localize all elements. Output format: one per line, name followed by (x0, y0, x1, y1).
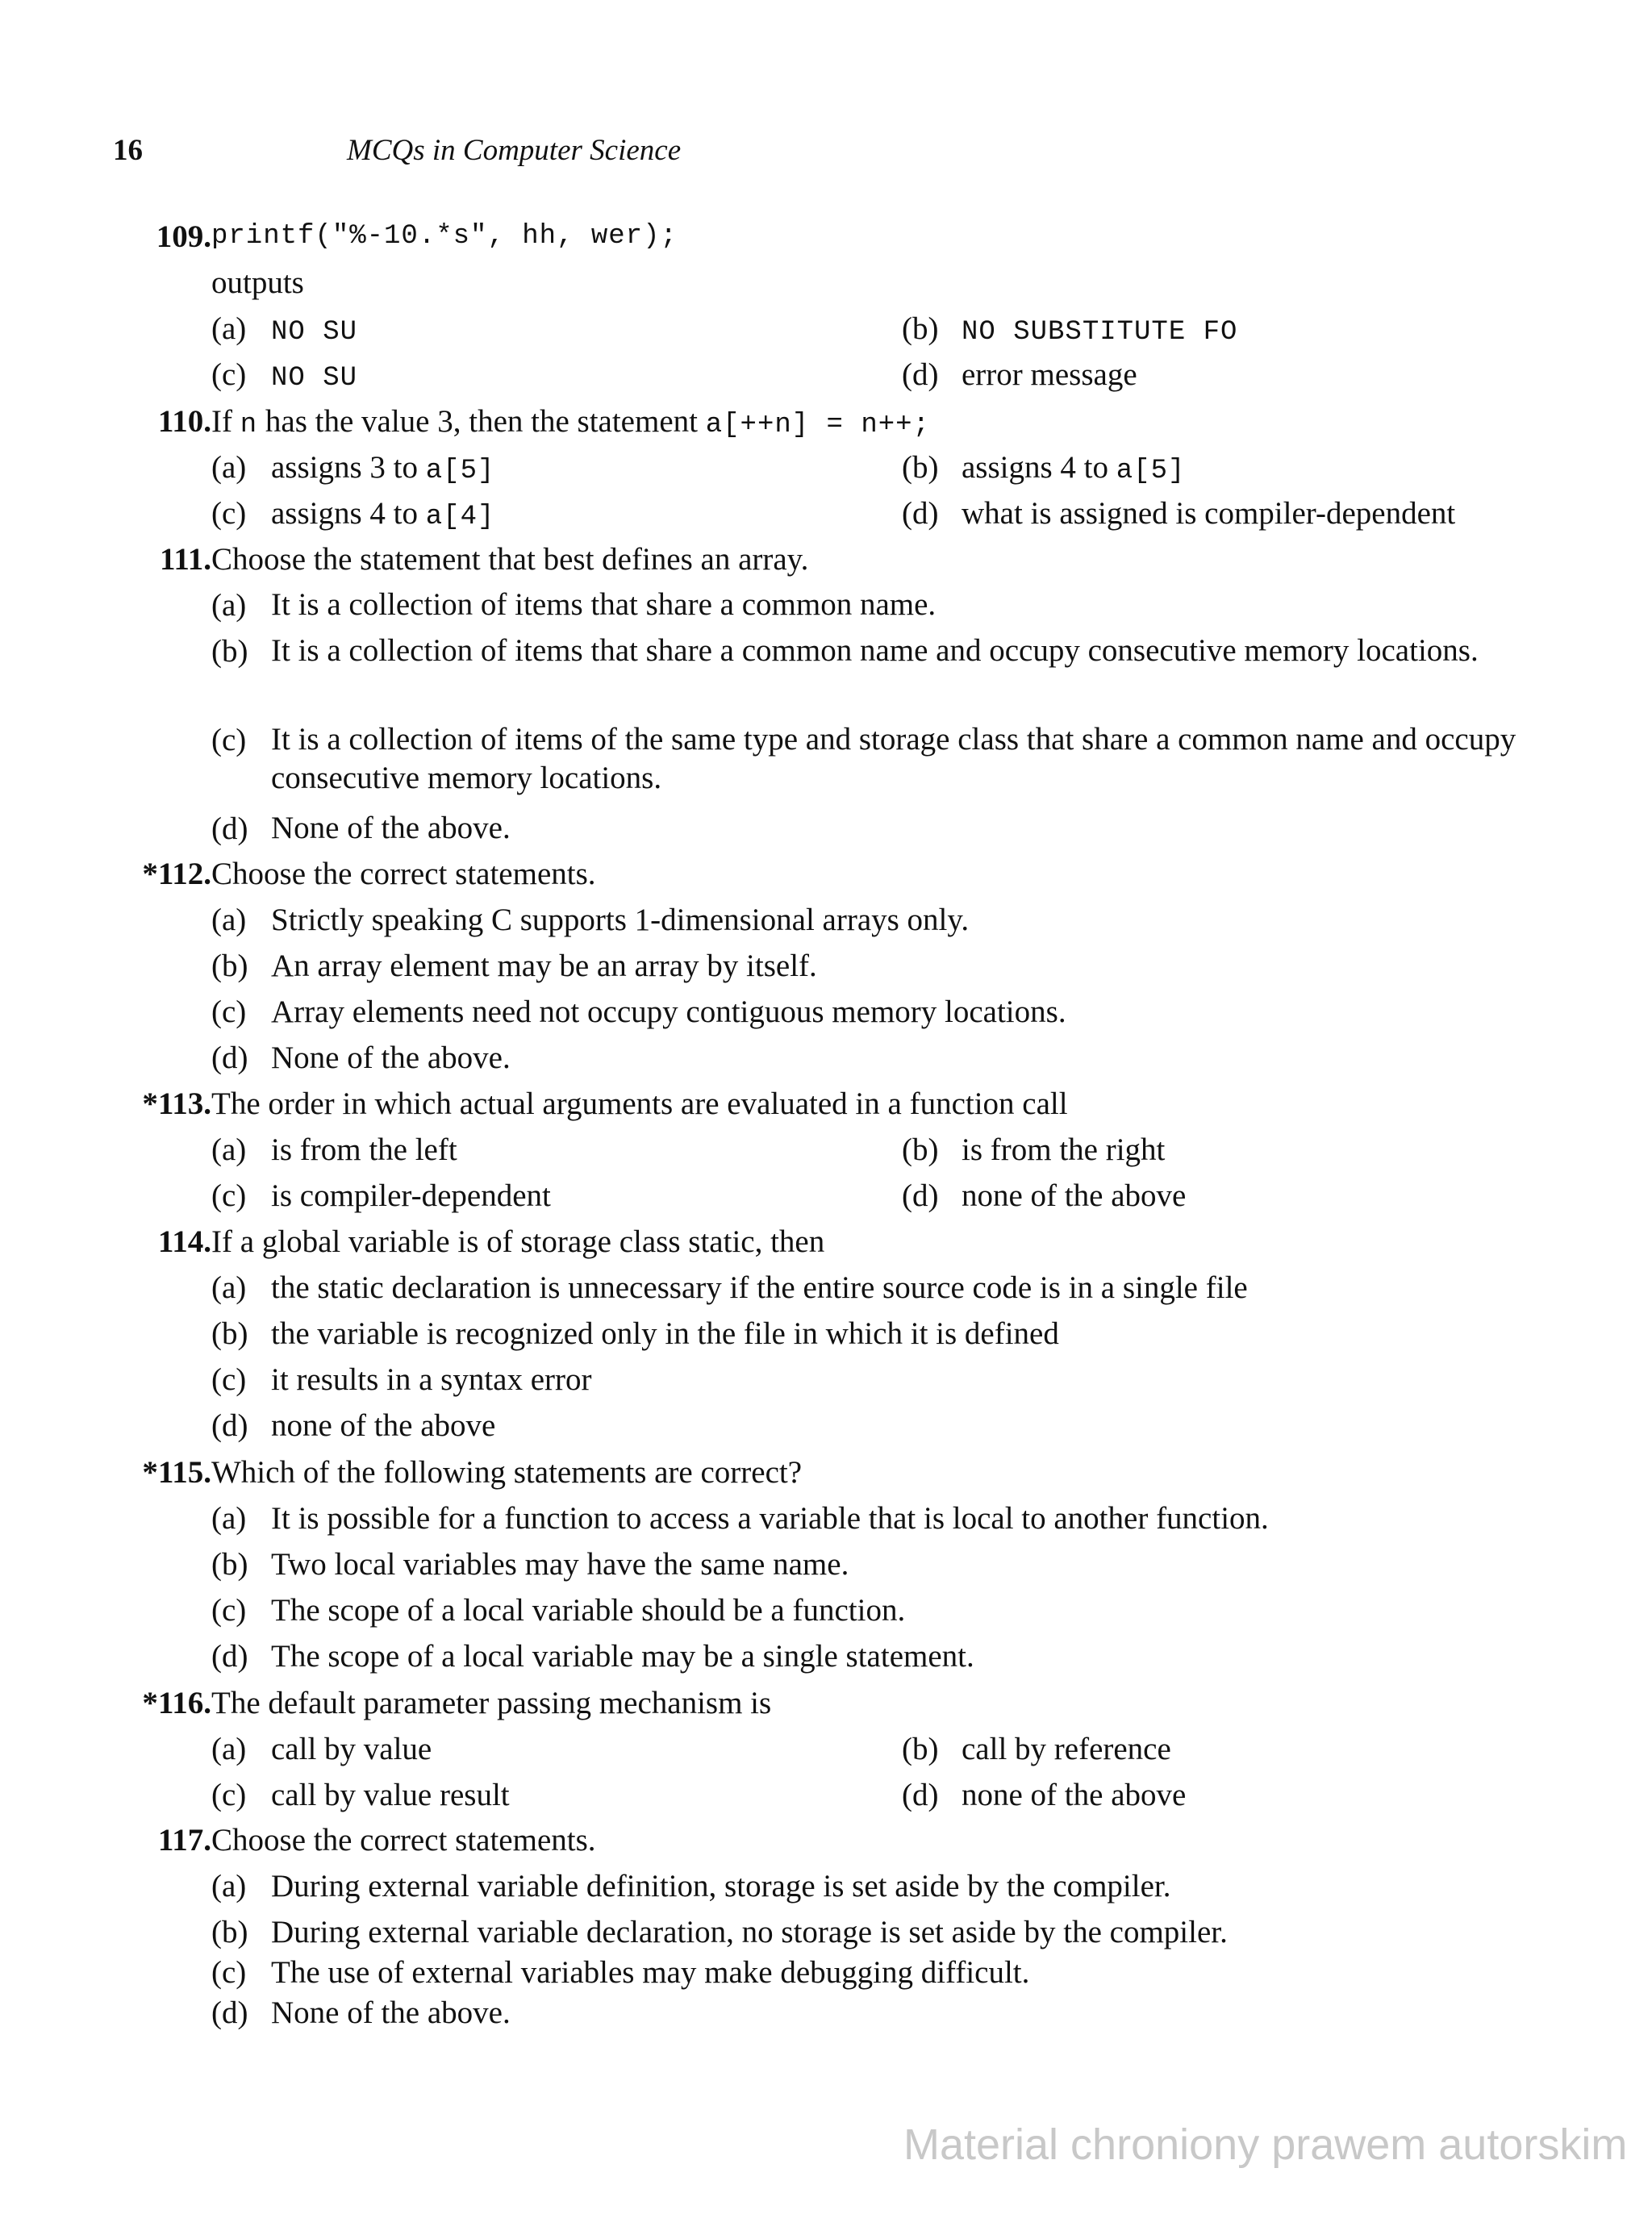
question-number: 117. (157, 1823, 211, 1858)
copyright-watermark: Material chroniony prawem autorskim (903, 2120, 1628, 2169)
question-stem: If a global variable is of storage class static, then (211, 1224, 825, 1259)
question-number: 111. (160, 542, 211, 577)
option-d: (d) None of the above. (211, 1040, 511, 1075)
option-b: (b) call by reference (902, 1732, 1171, 1766)
option-a: (a) the static declaration is unnecessary if the entire source code is in a single file (211, 1270, 1248, 1305)
question-number: *116. (142, 1686, 211, 1720)
option-a: (a) During external variable definition, storage is set aside by the compiler. (211, 1869, 1171, 1904)
question-stem: The order in which actual arguments are evaluated in a function call (211, 1086, 1068, 1121)
option-a: (a) It is possible for a function to access a variable that is local to another function. (211, 1501, 1269, 1536)
question-stem: Choose the correct statements. (211, 857, 596, 891)
option-a: (a) assigns 3 to a[5] (211, 450, 495, 486)
option-c: (c) The scope of a local variable should be a function. (211, 1593, 906, 1628)
book-title: MCQs in Computer Science (347, 134, 682, 167)
question-stem: printf("%-10.*s", hh, wer); (211, 221, 678, 252)
question-stem: If n has the value 3, then the statement a[++n] = n++; (211, 404, 930, 440)
question-stem: Choose the correct statements. (211, 1823, 596, 1858)
option-b: (b) Two local variables may have the same name. (211, 1547, 849, 1582)
option-b: (b) is from the right (902, 1132, 1166, 1167)
option-b: (b) During external variable declaration, no storage is set aside by the compiler. (211, 1915, 1228, 1949)
option-c: (c) it results in a syntax error (211, 1362, 592, 1397)
option-a: (a) is from the left (211, 1132, 457, 1167)
option-d: (d) what is assigned is compiler-dependent (902, 496, 1456, 531)
option-d: (d) None of the above. (211, 811, 511, 846)
option-b: (b) NO SUBSTITUTE FO (902, 311, 1238, 348)
question-number: *113. (142, 1086, 211, 1121)
option-a: (a) It is a collection of items that share a common name. (211, 587, 937, 623)
question-number: *115. (142, 1455, 211, 1490)
option-a: (a) Strictly speaking C supports 1-dimensional arrays only. (211, 903, 970, 937)
option-c: (c) It is a collection of items of the same type and storage class that share a common name and occupy consecutive memory locations. (211, 722, 1516, 795)
question-stem: The default parameter passing mechanism is (211, 1686, 772, 1720)
option-d: (d) None of the above. (211, 1995, 511, 2030)
question-stem: Choose the statement that best defines an array. (211, 542, 809, 577)
option-c: (c) The use of external variables may make debugging difficult. (211, 1955, 1030, 1990)
question-number: 110. (157, 404, 211, 439)
question-stem-continued: outputs (211, 265, 304, 300)
option-c: (c) NO SU (211, 357, 358, 394)
option-d: (d) none of the above (902, 1178, 1187, 1213)
option-b: (b) the variable is recognized only in the file in which it is defined (211, 1316, 1059, 1351)
option-d: (d) The scope of a local variable may be a single statement. (211, 1639, 974, 1674)
page-header (113, 133, 682, 168)
page-number: 16 (113, 134, 143, 167)
option-b: (b) It is a collection of items that share a common name and occupy consecutive memory locations. (211, 633, 1479, 669)
option-a: (a) NO SU (211, 311, 358, 348)
option-d: (d) error message (902, 357, 1137, 392)
option-c: (c) is compiler-dependent (211, 1178, 551, 1213)
option-c: (c) assigns 4 to a[4] (211, 496, 495, 532)
option-c: (c) Array elements need not occupy contiguous memory locations. (211, 994, 1066, 1029)
option-c: (c) call by value result (211, 1778, 510, 1812)
question-stem: Which of the following statements are correct? (211, 1455, 803, 1490)
option-b: (b) assigns 4 to a[5] (902, 450, 1186, 486)
option-d: (d) none of the above (902, 1778, 1187, 1812)
option-d: (d) none of the above (211, 1408, 496, 1443)
question-number: *112. (142, 857, 211, 891)
question-number: 114. (157, 1224, 211, 1259)
option-a: (a) call by value (211, 1732, 432, 1766)
question-number: 109. (156, 219, 211, 254)
option-b: (b) An array element may be an array by itself. (211, 949, 817, 983)
